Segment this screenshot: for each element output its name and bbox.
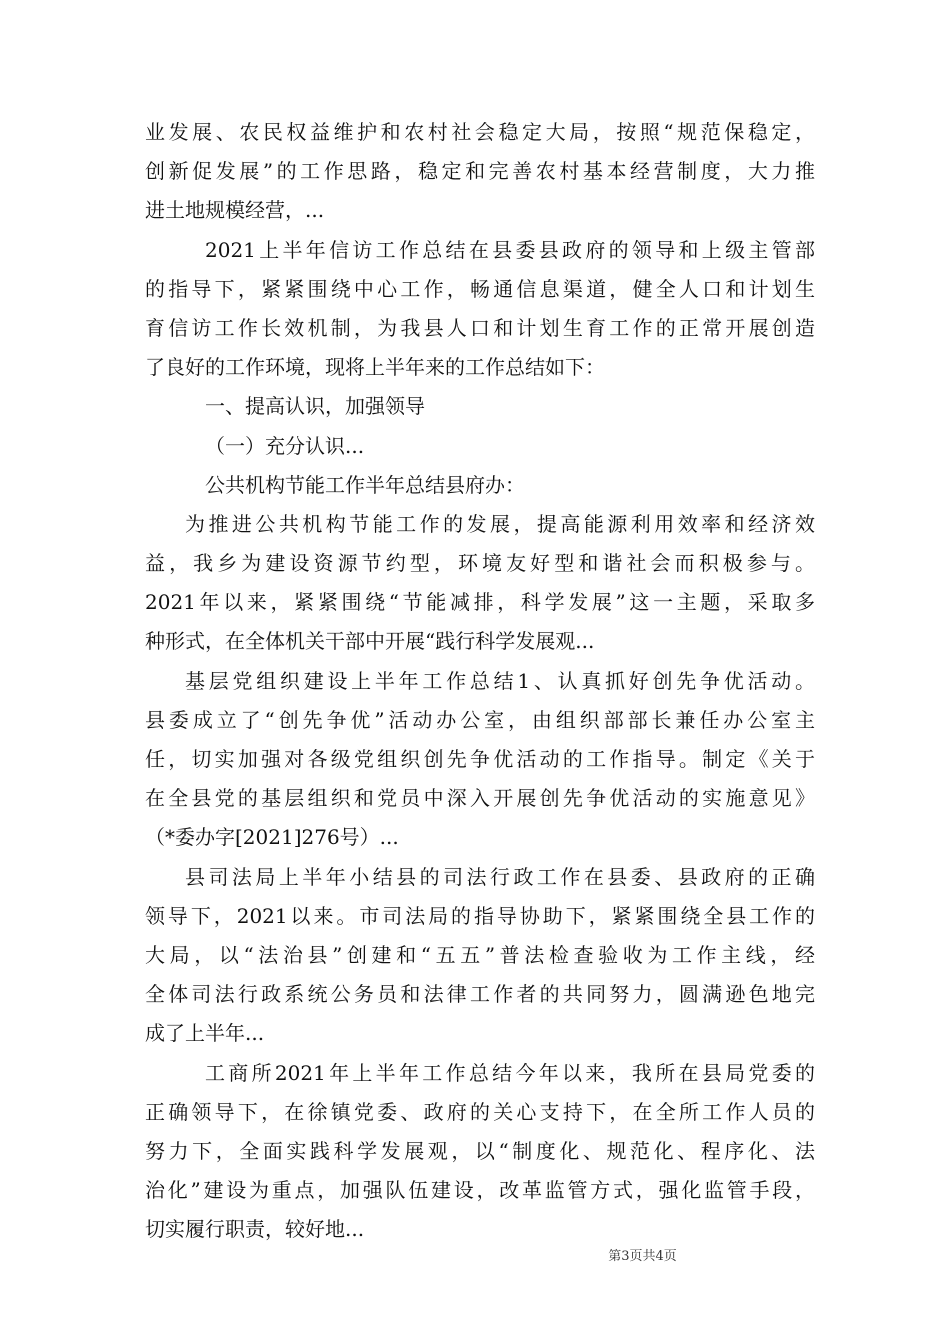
text-line: 进土地规模经营，... (145, 198, 325, 223)
paragraph-start-line: 工商所2021年上半年工作总结今年以来，我所在县局党委的 (205, 1060, 815, 1085)
text-line: 县委成立了“创先争优”活动办公室，由组织部部长兼任办公室主 (145, 707, 815, 732)
text-line: 成了上半年... (145, 1021, 265, 1046)
text-line: 正确领导下，在徐镇党委、政府的关心支持下，在全所工作人员的 (145, 1099, 815, 1124)
paragraph-start-line: 基层党组织建设上半年工作总结1、认真抓好创先争优活动。 (185, 668, 815, 693)
text-line: 全体司法行政系统公务员和法律工作者的共同努力，圆满逊色地完 (145, 982, 815, 1007)
text-line: 的指导下，紧紧围绕中心工作，畅通信息渠道，健全人口和计划生 (145, 276, 815, 301)
text-line: 2021年以来，紧紧围绕“节能减排，科学发展”这一主题，采取多 (145, 590, 815, 615)
paragraph-start-line: 县司法局上半年小结县的司法行政工作在县委、县政府的正确 (185, 864, 815, 889)
text-line: 创新促发展”的工作思路，稳定和完善农村基本经营制度，大力推 (145, 159, 815, 184)
page-number: 第3页共4页 (608, 1249, 677, 1264)
paragraph-start-line: 2021上半年信访工作总结在县委县政府的领导和上级主管部 (205, 237, 815, 262)
text-line: 在全县党的基层组织和党员中深入开展创先争优活动的实施意见》 (145, 786, 815, 811)
text-line: 大局，以“法治县”创建和“五五”普法检查验收为工作主线，经 (145, 942, 815, 967)
text-line: 益，我乡为建设资源节约型，环境友好型和谐社会而积极参与。 (145, 551, 815, 576)
text-line: 任，切实加强对各级党组织创先争优活动的工作指导。制定《关于 (145, 747, 815, 771)
paragraph-start-line: 公共机构节能工作半年总结县府办： (205, 472, 525, 497)
subsection-heading: （一）充分认识... (205, 433, 365, 458)
section-heading: 一、提高认识，加强领导 (205, 394, 425, 419)
text-line: 领导下，2021以来。市司法局的指导协助下，紧紧围绕全县工作的 (145, 903, 815, 928)
text-line: （*委办字[2021]276号）... (145, 825, 399, 850)
text-line: 了良好的工作环境，现将上半年来的工作总结如下： (145, 355, 605, 380)
paragraph-start-line: 为推进公共机构节能工作的发展，提高能源利用效率和经济效 (185, 511, 815, 536)
text-line: 种形式，在全体机关干部中开展“践行科学发展观... (145, 629, 595, 654)
text-line: 治化”建设为重点，加强队伍建设，改革监管方式，强化监管手段， (145, 1178, 815, 1203)
text-line: 业发展、农民权益维护和农村社会稳定大局，按照“规范保稳定， (145, 120, 815, 144)
document-body (145, 113, 815, 1249)
text-line: 育信访工作长效机制，为我县人口和计划生育工作的正常开展创造 (145, 315, 815, 340)
text-line: 切实履行职责，较好地... (145, 1217, 365, 1242)
text-line: 努力下，全面实践科学发展观，以“制度化、规范化、程序化、法 (145, 1138, 815, 1163)
